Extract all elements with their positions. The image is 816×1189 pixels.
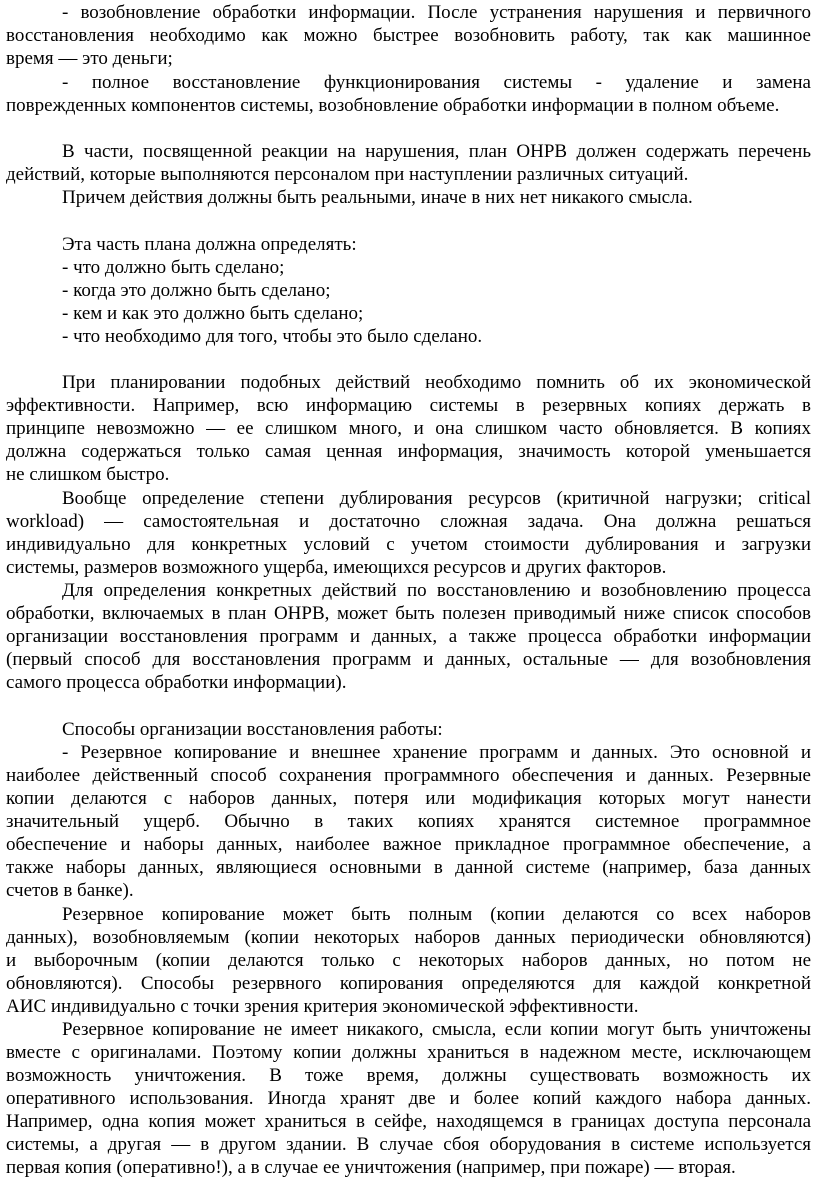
text-line: АИС индивидуально с точки зрения критерия экономической эффективности. — [6, 996, 639, 1017]
text-line: обновляются). Способы резервного копирования определяются для каждой конкретной — [6, 973, 811, 994]
text-line: индивидуально для конкретных условий с учетом стоимости дублирования и загрузки — [6, 534, 811, 555]
text-line: workload) — самостоятельная и достаточно сложная задача. Она должна решаться — [6, 511, 811, 532]
text-line: данных), возобновляемым (копии некоторых наборов данных периодически обновляются) — [6, 927, 811, 948]
list-item: - что необходимо для того, чтобы это было сделано. — [62, 326, 483, 347]
text-line: (первый способ для восстановления программ и данных, остальные — для возобновления — [6, 649, 811, 670]
text-line: поврежденных компонентов системы, возобновление обработки информации в полном объеме. — [6, 95, 780, 116]
list-item: - когда это должно быть сделано; — [62, 280, 331, 301]
text-line: вместе с оригиналами. Поэтому копии должны храниться в надежном месте, исключающем — [6, 1042, 811, 1063]
text-line: системы, а другая — в другом здании. В случае сбоя оборудования в системе используется — [6, 1134, 811, 1155]
text-line: системы, размеров возможного ущерба, имеющихся ресурсов и других факторов. — [6, 557, 667, 578]
list-item: - что должно быть сделано; — [62, 257, 285, 278]
text-line: эффективности. Например, всю информацию системы в резервных копиях держать в — [6, 395, 811, 416]
text-line: время — это деньги; — [6, 48, 173, 69]
text-line: и выборочным (копии делаются только с некоторых наборов данных, но потом не — [6, 950, 811, 971]
text-line: обеспечение и наборы данных, наиболее важное прикладное программное обеспечение, а — [6, 834, 811, 855]
text-line: - Резервное копирование и внешнее хранение программ и данных. Это основной и — [62, 742, 811, 763]
text-line: копии делаются с наборов данных, потеря или модификация которых могут нанести — [6, 788, 811, 809]
text-line: - возобновление обработки информации. После устранения нарушения и первичного — [62, 2, 811, 23]
list-item: - кем и как это должно быть сделано; — [62, 303, 364, 324]
text-line: организации восстановления программ и данных, а также процесса обработки информации — [6, 626, 811, 647]
text-line: действий, которые выполняются персоналом при наступлении различных ситуаций. — [6, 164, 689, 185]
text-line: принципе невозможно — ее слишком много, и она слишком часто обновляется. В копиях — [6, 418, 811, 439]
text-line: наиболее действенный способ сохранения программного обеспечения и данных. Резервные — [6, 765, 811, 786]
text-line: При планировании подобных действий необходимо помнить об их экономической — [62, 372, 811, 393]
text-line: Причем действия должны быть реальными, иначе в них нет никакого смысла. — [62, 187, 693, 208]
text-line: - полное восстановление функционирования системы - удаление и замена — [62, 72, 811, 93]
text-line: восстановления необходимо как можно быстрее возобновить работу, так как машинное — [6, 25, 811, 46]
text-line: Для определения конкретных действий по восстановлению и возобновлению процесса — [62, 580, 811, 601]
text-line: обработки, включаемых в план ОНРВ, может быть полезен приводимый ниже список способов — [6, 603, 811, 624]
text-line: счетов в банке). — [6, 880, 134, 901]
text-line: также наборы данных, являющиеся основными в данной системе (например, база данных — [6, 857, 811, 878]
text-line: должна содержаться только самая ценная информация, значимость которой уменьшается — [6, 441, 811, 462]
text-line: В части, посвященной реакции на нарушения, план ОНРВ должен содержать перечень — [62, 141, 811, 162]
text-line: значительный ущерб. Обычно в таких копиях хранятся системное программное — [6, 811, 811, 832]
text-line: оперативного использования. Иногда хранят две и более копий каждого набора данных. — [6, 1088, 811, 1109]
text-line: Резервное копирование не имеет никакого, смысла, если копии могут быть уничтожены — [62, 1019, 811, 1040]
text-line: Например, одна копия может храниться в сейфе, находящемся в границах доступа персонала — [6, 1111, 811, 1132]
text-line: возможность уничтожения. В тоже время, должны существовать возможность их — [6, 1065, 811, 1086]
text-line: не слишком быстро. — [6, 464, 170, 485]
text-line: Вообще определение степени дублирования ресурсов (критичной нагрузки; critical — [62, 488, 811, 509]
text-line: первая копия (оперативно!), а в случае ее уничтожения (например, при пожаре) — вторая. — [6, 1157, 736, 1178]
section-heading: Способы организации восстановления работы: — [62, 719, 443, 740]
text-line: Эта часть плана должна определять: — [62, 234, 357, 255]
text-line: самого процесса обработки информации). — [6, 672, 347, 693]
text-line: Резервное копирование может быть полным (копии делаются со всех наборов — [62, 904, 811, 925]
